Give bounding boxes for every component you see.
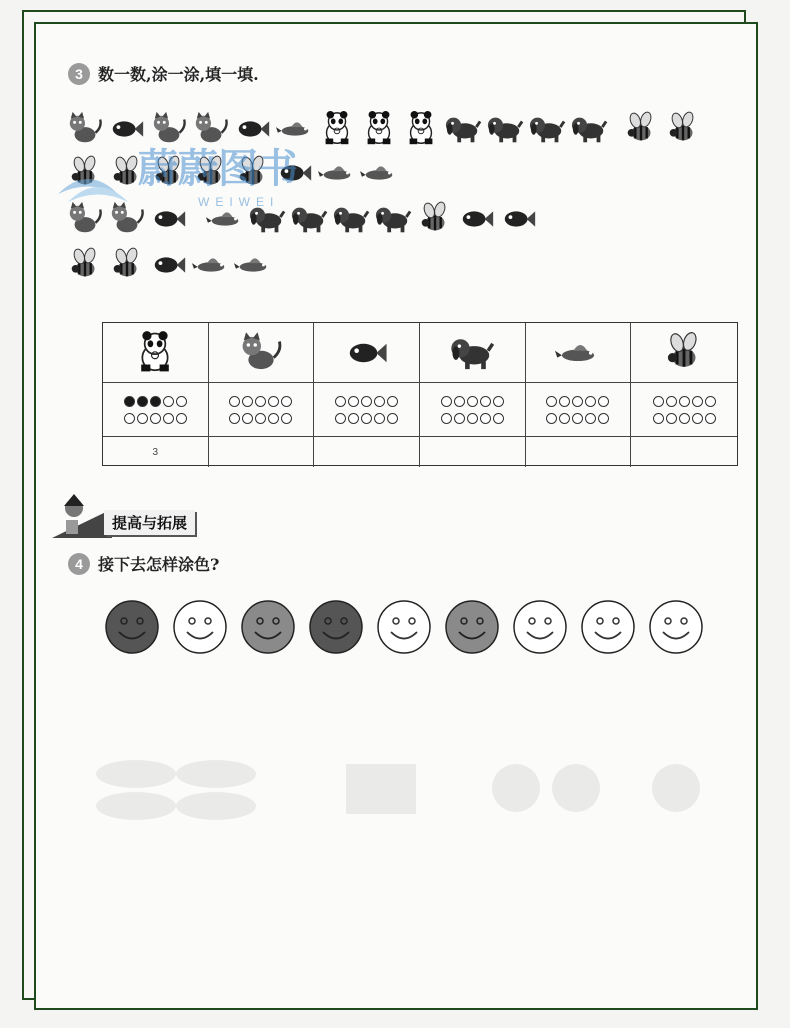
bee-icon <box>416 200 454 238</box>
dog-icon <box>486 110 524 148</box>
color-dot[interactable] <box>255 413 266 424</box>
table-header-cell <box>420 323 526 383</box>
color-dot[interactable] <box>229 413 240 424</box>
bee-icon <box>66 154 104 192</box>
smiley-face-icon[interactable] <box>172 599 228 655</box>
question-4-header <box>68 552 219 575</box>
color-dot[interactable] <box>666 413 677 424</box>
color-dot[interactable] <box>454 396 465 407</box>
color-dot[interactable] <box>598 396 609 407</box>
panda-icon <box>318 110 356 148</box>
table-header-cell <box>631 323 737 383</box>
fish-icon <box>108 110 146 148</box>
color-dot[interactable] <box>493 396 504 407</box>
section-title: 提高与拓展 <box>104 510 195 535</box>
bee-icon <box>622 110 660 148</box>
color-dot[interactable] <box>454 413 465 424</box>
color-dot[interactable] <box>585 413 596 424</box>
smiley-face-icon[interactable] <box>580 599 636 655</box>
bee-icon <box>108 246 146 284</box>
dot-row <box>335 413 398 424</box>
dot-row <box>229 396 292 407</box>
color-dot[interactable] <box>467 396 478 407</box>
color-dot[interactable] <box>493 413 504 424</box>
color-dot[interactable] <box>559 413 570 424</box>
watermark-text: 蔚蔚图书 <box>138 146 298 192</box>
panda-icon <box>360 110 398 148</box>
color-dot[interactable] <box>705 396 716 407</box>
dot-row <box>335 396 398 407</box>
color-dot[interactable] <box>653 396 664 407</box>
color-dot[interactable] <box>137 413 148 424</box>
count-cell[interactable] <box>314 437 420 467</box>
color-dot[interactable] <box>361 396 372 407</box>
question-3-number: 3 <box>68 63 90 85</box>
color-dot[interactable] <box>163 396 174 407</box>
fish-icon <box>500 200 538 238</box>
dots-cell[interactable] <box>420 383 526 437</box>
panda-icon <box>402 110 440 148</box>
cat-icon <box>66 200 104 238</box>
dot-row <box>124 413 187 424</box>
bird-icon <box>234 246 272 284</box>
question-4-number: 4 <box>68 553 90 575</box>
color-dot[interactable] <box>572 396 583 407</box>
color-dot[interactable] <box>559 396 570 407</box>
color-dot[interactable] <box>572 413 583 424</box>
color-dot[interactable] <box>124 413 135 424</box>
color-dot[interactable] <box>150 413 161 424</box>
bee-icon <box>192 154 230 192</box>
bee-icon <box>234 154 272 192</box>
color-dot[interactable] <box>255 396 266 407</box>
smiley-face-icon[interactable] <box>308 599 364 655</box>
dot-row <box>653 396 716 407</box>
color-dot[interactable] <box>242 396 253 407</box>
color-dot[interactable] <box>374 413 385 424</box>
dot-row <box>229 413 292 424</box>
count-cell[interactable] <box>209 437 315 467</box>
bird-icon <box>360 154 398 192</box>
color-dot[interactable] <box>163 413 174 424</box>
dot-row <box>546 396 609 407</box>
bird-icon <box>276 110 314 148</box>
color-dot[interactable] <box>480 396 491 407</box>
color-dot[interactable] <box>653 413 664 424</box>
bee-icon <box>664 110 702 148</box>
bird-icon <box>192 246 230 284</box>
smiley-faces-sequence <box>104 599 704 655</box>
dots-cell[interactable] <box>314 383 420 437</box>
table-header-cell <box>526 323 632 383</box>
color-dot[interactable] <box>137 396 148 407</box>
dots-cell[interactable] <box>526 383 632 437</box>
color-dot[interactable] <box>124 396 135 407</box>
color-dot[interactable] <box>546 413 557 424</box>
dot-row <box>546 413 609 424</box>
bee-icon <box>66 246 104 284</box>
count-cell[interactable] <box>631 437 737 467</box>
bird-icon <box>318 154 356 192</box>
worksheet-page <box>34 22 758 1010</box>
table-header-cell <box>314 323 420 383</box>
dots-cell[interactable] <box>103 383 209 437</box>
fish-icon <box>234 110 272 148</box>
color-dot[interactable] <box>150 396 161 407</box>
cat-icon <box>108 200 146 238</box>
color-dot[interactable] <box>387 413 398 424</box>
smiley-face-icon[interactable] <box>104 599 160 655</box>
dog-icon <box>528 110 566 148</box>
color-dot[interactable] <box>467 413 478 424</box>
color-dot[interactable] <box>229 396 240 407</box>
color-dot[interactable] <box>692 413 703 424</box>
bleed-through-ghost <box>76 744 716 834</box>
count-cell[interactable] <box>526 437 632 467</box>
color-dot[interactable] <box>546 396 557 407</box>
smiley-face-icon[interactable] <box>512 599 568 655</box>
table-header-cell <box>103 323 209 383</box>
cat-icon <box>66 110 104 148</box>
color-dot[interactable] <box>666 396 677 407</box>
color-dot[interactable] <box>585 396 596 407</box>
dot-row <box>124 396 187 407</box>
cat-icon <box>238 330 284 376</box>
dots-cell[interactable] <box>209 383 315 437</box>
fish-icon <box>458 200 496 238</box>
dot-row <box>653 413 716 424</box>
fish-icon <box>150 246 188 284</box>
question-3-header <box>68 62 259 85</box>
bee-icon <box>108 154 146 192</box>
color-dot[interactable] <box>335 396 346 407</box>
dog-icon <box>290 200 328 238</box>
panda-icon <box>132 330 178 376</box>
question-3-text: 数一数,涂一涂,填一填. <box>98 65 259 84</box>
count-cell[interactable] <box>420 437 526 467</box>
dog-icon <box>332 200 370 238</box>
dog-icon <box>570 110 608 148</box>
color-dot[interactable] <box>176 413 187 424</box>
color-dot[interactable] <box>348 396 359 407</box>
color-dot[interactable] <box>679 413 690 424</box>
color-dot[interactable] <box>281 396 292 407</box>
color-dot[interactable] <box>176 396 187 407</box>
bird-icon <box>555 330 601 376</box>
smiley-face-icon[interactable] <box>444 599 500 655</box>
color-dot[interactable] <box>387 396 398 407</box>
dog-icon <box>444 110 482 148</box>
count-cell[interactable] <box>103 437 209 467</box>
color-dot[interactable] <box>374 396 385 407</box>
watermark-sub: WEIWEI <box>198 195 280 209</box>
color-dot[interactable] <box>281 413 292 424</box>
dog-icon <box>374 200 412 238</box>
bee-icon <box>661 330 707 376</box>
color-dot[interactable] <box>679 396 690 407</box>
dots-cell[interactable] <box>631 383 737 437</box>
fish-icon <box>344 330 390 376</box>
smiley-face-icon[interactable] <box>376 599 432 655</box>
color-dot[interactable] <box>598 413 609 424</box>
color-dot[interactable] <box>441 413 452 424</box>
bee-icon <box>150 154 188 192</box>
cat-icon <box>192 110 230 148</box>
color-dot[interactable] <box>361 413 372 424</box>
bird-icon <box>206 200 244 238</box>
fish-icon <box>276 154 314 192</box>
color-dot[interactable] <box>268 396 279 407</box>
color-dot[interactable] <box>692 396 703 407</box>
color-dot[interactable] <box>480 413 491 424</box>
dog-icon <box>449 330 495 376</box>
smiley-face-icon[interactable] <box>240 599 296 655</box>
dot-row <box>441 413 504 424</box>
count-value: 3 <box>152 446 159 458</box>
fish-icon <box>150 200 188 238</box>
color-dot[interactable] <box>242 413 253 424</box>
color-dot[interactable] <box>348 413 359 424</box>
cat-icon <box>150 110 188 148</box>
color-dot[interactable] <box>335 413 346 424</box>
question-4-text: 接下去怎样涂色? <box>98 555 220 574</box>
dot-row <box>441 396 504 407</box>
color-dot[interactable] <box>441 396 452 407</box>
smiley-face-icon[interactable] <box>648 599 704 655</box>
table-header-cell <box>209 323 315 383</box>
dog-icon <box>248 200 286 238</box>
color-dot[interactable] <box>705 413 716 424</box>
count-table <box>102 322 738 466</box>
color-dot[interactable] <box>268 413 279 424</box>
